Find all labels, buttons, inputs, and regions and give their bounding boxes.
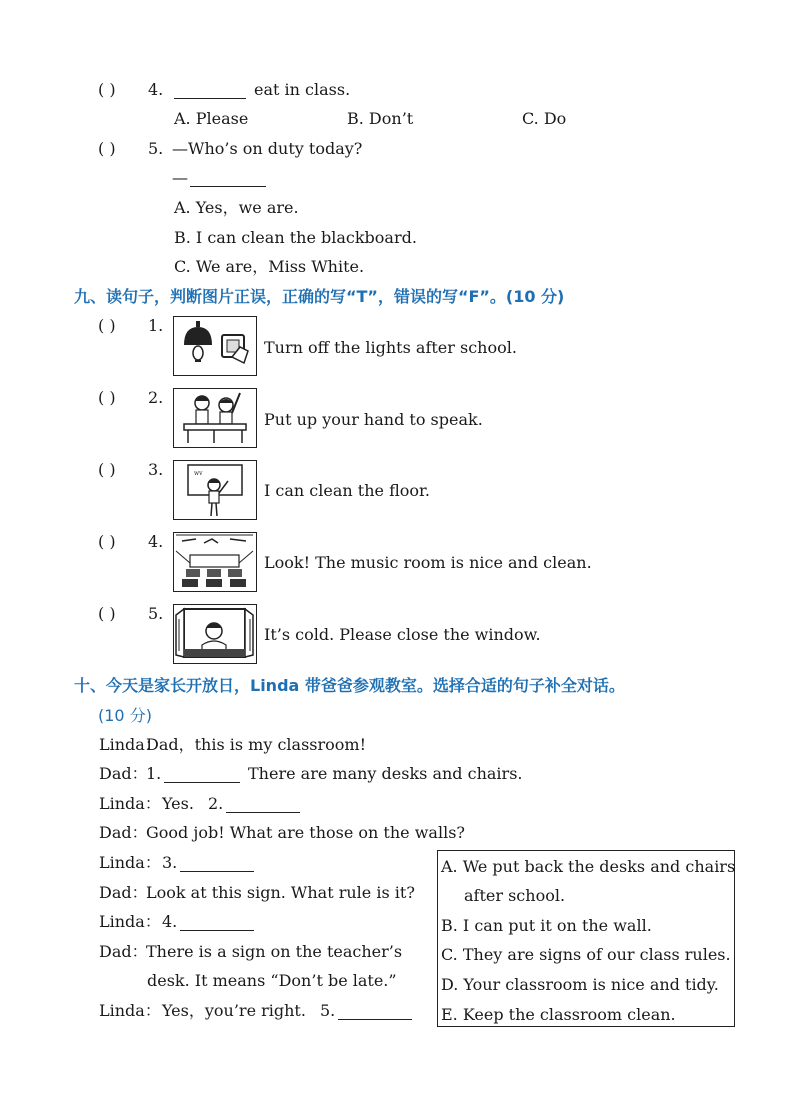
question-text-q4: eat in class. [254, 80, 351, 99]
dialogue-num-2: 1. [146, 764, 162, 783]
answer-dash-q5: — [172, 168, 188, 187]
answer-paren-s9-2[interactable]: ( ) [98, 388, 116, 407]
item-number-s9-1: 1. [148, 316, 164, 335]
dialogue-num-9: 5. [320, 1001, 336, 1020]
sentence-s9-3: I can clean the floor. [264, 481, 430, 500]
messy-classroom-icon [173, 532, 257, 592]
question-text-q5: —Who’s on duty today? [172, 139, 363, 158]
answer-paren-s9-4[interactable]: ( ) [98, 532, 116, 551]
answer-paren-q4[interactable]: ( ) [98, 80, 116, 99]
sentence-s9-5: It’s cold. Please close the window. [264, 625, 541, 644]
dialogue-blank-1[interactable] [164, 768, 240, 783]
option-q4-c: C. Do [522, 109, 567, 128]
dialogue-text-3: Yes. [162, 794, 194, 813]
dialogue-blank-2[interactable] [226, 798, 300, 813]
dialogue-speaker-4: Dad： [99, 823, 148, 842]
section10-points: (10 分) [98, 706, 152, 725]
students-desk-icon [173, 388, 257, 448]
option-e: E. Keep the classroom clean. [441, 1005, 676, 1024]
option-c: C. They are signs of our class rules. [441, 945, 731, 964]
item-number-s9-3: 3. [148, 460, 164, 479]
sentence-s9-1: Turn off the lights after school. [264, 338, 517, 357]
dialogue-speaker-5: Linda： [99, 853, 161, 872]
dialogue-text-8-cont: desk. It means “Don’t be late.” [147, 971, 397, 990]
answer-paren-s9-1[interactable]: ( ) [98, 316, 116, 335]
answer-paren-s9-5[interactable]: ( ) [98, 604, 116, 623]
section9-heading: 九、读句子，判断图片正误，正确的写“T”，错误的写“F”。(10 分) [74, 287, 565, 306]
dialogue-speaker-2: Dad： [99, 764, 148, 783]
dialogue-num-7: 4. [162, 912, 178, 931]
option-d: D. Your classroom is nice and tidy. [441, 975, 719, 994]
dialogue-num-5: 3. [162, 853, 178, 872]
option-b: B. I can put it on the wall. [441, 916, 652, 935]
section10-heading: 十、今天是家长开放日，Linda 带爸爸参观教室。选择合适的句子补全对话。 [74, 676, 625, 695]
blank-q5[interactable] [190, 172, 266, 187]
option-q5-b: B. I can clean the blackboard. [174, 228, 417, 247]
boy-blackboard-icon [173, 460, 257, 520]
dialogue-speaker-3: Linda： [99, 794, 161, 813]
item-number-s9-4: 4. [148, 532, 164, 551]
dialogue-text-8: There is a sign on the teacher’s [146, 942, 403, 961]
dialogue-blank-5[interactable] [338, 1005, 412, 1020]
sentence-s9-2: Put up your hand to speak. [264, 410, 483, 429]
dialogue-blank-3[interactable] [180, 857, 254, 872]
dialogue-text-4: Good job! What are those on the walls? [146, 823, 465, 842]
dialogue-text-1: Dad，this is my classroom! [146, 735, 367, 754]
dialogue-text-2: There are many desks and chairs. [248, 764, 523, 783]
option-q4-b: B. Don’t [347, 109, 414, 128]
answer-paren-s9-3[interactable]: ( ) [98, 460, 116, 479]
sentence-s9-4: Look! The music room is nice and clean. [264, 553, 592, 572]
option-q5-a: A. Yes，we are. [174, 198, 299, 217]
dialogue-speaker-7: Linda： [99, 912, 161, 931]
dialogue-speaker-1: Linda： [99, 735, 161, 754]
option-q5-c: C. We are，Miss White. [174, 257, 365, 276]
item-number-s9-2: 2. [148, 388, 164, 407]
option-q4-a: A. Please [174, 109, 249, 128]
option-a-line2: after school. [464, 886, 566, 905]
dialogue-text-6: Look at this sign. What rule is it? [146, 883, 415, 902]
blank-q4[interactable] [174, 84, 246, 99]
boy-window-icon [173, 604, 257, 664]
svg-text:wv: wv [194, 470, 203, 477]
dialogue-speaker-9: Linda： [99, 1001, 161, 1020]
answer-paren-q5[interactable]: ( ) [98, 139, 116, 158]
dialogue-blank-4[interactable] [180, 916, 254, 931]
dialogue-speaker-6: Dad： [99, 883, 148, 902]
option-a-line1: A. We put back the desks and chairs [441, 857, 736, 876]
dialogue-text-9: Yes，you’re right. [162, 1001, 306, 1020]
question-number-q4: 4. [148, 80, 164, 99]
lamp-switch-icon [173, 316, 257, 376]
dialogue-num-3: 2. [208, 794, 224, 813]
item-number-s9-5: 5. [148, 604, 164, 623]
question-number-q5: 5. [148, 139, 164, 158]
dialogue-speaker-8: Dad： [99, 942, 148, 961]
